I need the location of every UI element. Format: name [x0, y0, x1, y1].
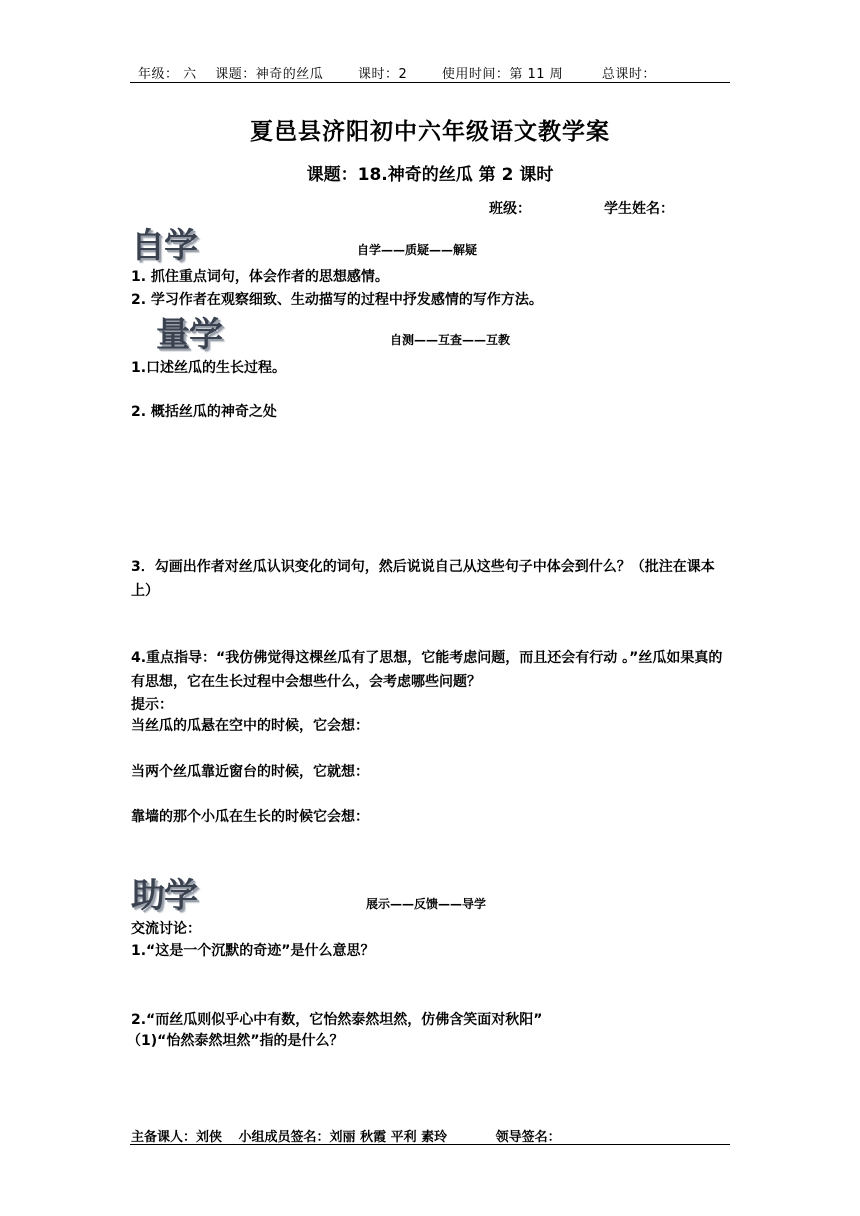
- discussion-question-2: 2.“而丝瓜则似乎心中有数，它怡然泰然坦然，仿佛含笑面对秋阳”: [131, 1012, 543, 1028]
- objective-2: 2. 学习作者在观察细致、生动描写的过程中抒发感情的写作方法。: [131, 292, 543, 308]
- page-footer: [131, 1126, 561, 1145]
- section-banner-zhuxue: 助学: [131, 876, 197, 916]
- footer-members: 小组成员签名：刘丽 秋霞 平利 素玲: [238, 1130, 448, 1145]
- page-header: [138, 63, 656, 82]
- hint-1: 当丝瓜的瓜悬在空中的时候，它会想：: [131, 718, 369, 734]
- objective-1: 1. 抓住重点词句，体会作者的思想感情。: [131, 269, 389, 285]
- section-banner-zixue: 自学: [131, 226, 197, 266]
- header-rule: [130, 82, 730, 83]
- student-name-label: 学生姓名：: [604, 201, 674, 217]
- discussion-intro: 交流讨论：: [131, 921, 201, 937]
- header-grade: 年级： 六: [138, 67, 197, 82]
- header-topic: 课题：神奇的丝瓜: [215, 67, 324, 82]
- page-subtitle: 课题：18.神奇的丝瓜 第 2 课时: [306, 165, 554, 185]
- footer-rule: [130, 1144, 730, 1145]
- hint-3: 靠墙的那个小瓜在生长的时候它会想：: [131, 809, 369, 825]
- hint-2: 当两个丝瓜靠近窗台的时候，它就想：: [131, 764, 369, 780]
- page-title: 夏邑县济阳初中六年级语文教学案: [250, 119, 610, 145]
- section-motto: 自测——互查——互教: [390, 333, 511, 347]
- footer-lead: 主备课人：刘侠: [131, 1130, 223, 1145]
- class-label: 班级：: [489, 201, 531, 217]
- header-period: 课时：2: [357, 67, 408, 82]
- header-time: 使用时间：第 11 周: [441, 67, 564, 82]
- discussion-question-2a: （1)“怡然泰然坦然”指的是什么？: [127, 1033, 344, 1049]
- question-3: 3．勾画出作者对丝瓜认识变化的词句，然后说说自己从这些句子中体会到什么？（批注在课本上）: [131, 559, 715, 599]
- question-1: 1.口述丝瓜的生长过程。: [131, 360, 287, 376]
- header-total: 总课时：: [601, 67, 656, 82]
- discussion-question-1: 1.“这是一个沉默的奇迹”是什么意思？: [131, 943, 375, 959]
- footer-leader: 领导签名：: [495, 1130, 561, 1145]
- hint-label: 提示：: [131, 697, 173, 713]
- section-motto: 自学——质疑——解疑: [357, 243, 478, 257]
- section-banner-liangxue: 量学: [156, 315, 222, 355]
- question-4: 4.重点指导：“我仿佛觉得这棵丝瓜有了思想，它能考虑问题，而且还会有行动 。”丝瓜如果真的有思想，它在生长过程中会想些什么，会考虑哪些问题？: [131, 650, 723, 690]
- section-motto: 展示——反馈——导学: [366, 897, 487, 911]
- question-2: 2. 概括丝瓜的神奇之处: [131, 404, 277, 420]
